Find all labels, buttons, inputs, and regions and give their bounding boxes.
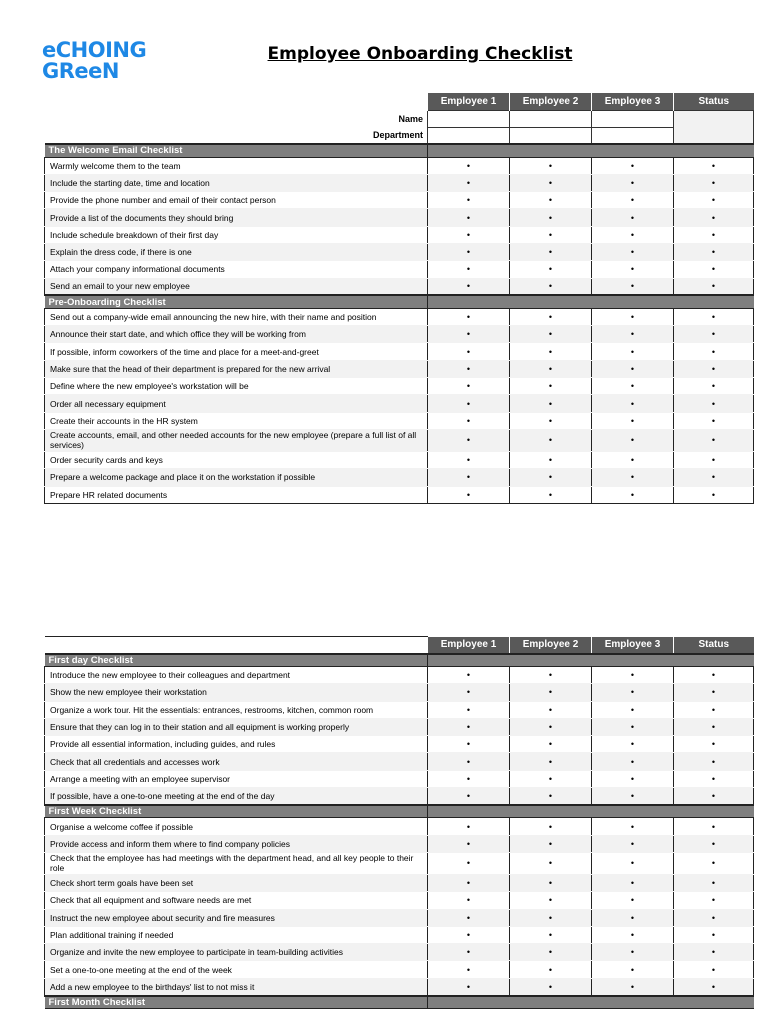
status-mark[interactable]: • [674, 412, 754, 429]
employee-2-mark[interactable]: • [510, 874, 592, 891]
checklist-table-2 [44, 636, 754, 1009]
employee-3-mark[interactable]: • [592, 412, 674, 429]
employee-1-mark[interactable]: • [428, 736, 510, 753]
status-mark[interactable]: • [674, 174, 754, 191]
employee-3-mark[interactable]: • [592, 818, 674, 835]
section-header-pre-onboarding-checklist [45, 295, 754, 308]
employee-3-mark[interactable]: • [592, 770, 674, 787]
checklist-row [45, 192, 754, 209]
employee-3-mark[interactable]: • [592, 226, 674, 243]
checklist-row [45, 978, 754, 995]
employee-1-mark[interactable]: • [428, 961, 510, 978]
checklist-row [45, 261, 754, 278]
employee-2-mark[interactable]: • [510, 395, 592, 412]
status-mark[interactable]: • [674, 261, 754, 278]
checklist-item-text: Provide all essential information, including guides, and rules [45, 736, 428, 753]
status-mark[interactable]: • [674, 192, 754, 209]
status-mark[interactable]: • [674, 157, 754, 174]
employee-2-mark[interactable]: • [510, 378, 592, 395]
status-mark[interactable]: • [674, 978, 754, 995]
section-title: The Welcome Email Checklist [45, 144, 428, 157]
checklist-item-text: Attach your company informational documents [45, 261, 428, 278]
employee-2-mark[interactable]: • [510, 360, 592, 377]
status-mark[interactable]: • [674, 944, 754, 961]
column-header-employee-1: Employee 1 [428, 93, 510, 110]
employee-1-mark[interactable]: • [428, 326, 510, 343]
checklist-item-text: Add a new employee to the birthdays' list to not miss it [45, 978, 428, 995]
checklist-row [45, 835, 754, 852]
checklist-item-text: Define where the new employee's workstation will be [45, 378, 428, 395]
checklist-item-text: Set a one-to-one meeting at the end of the week [45, 961, 428, 978]
column-header-employee-3: Employee 3 [592, 637, 674, 654]
status-mark[interactable]: • [674, 718, 754, 735]
status-mark[interactable]: • [674, 395, 754, 412]
logo-line-2: GReeN [42, 59, 119, 83]
employee-2-mark[interactable]: • [510, 944, 592, 961]
checklist-row [45, 278, 754, 295]
checklist-row [45, 451, 754, 468]
column-header-employee-2: Employee 2 [510, 93, 592, 110]
employee-3-mark[interactable]: • [592, 486, 674, 503]
status-mark[interactable]: • [674, 278, 754, 295]
checklist-row [45, 378, 754, 395]
status-info-cell [674, 110, 754, 144]
name-field-employee-1[interactable] [428, 110, 510, 127]
status-mark[interactable]: • [674, 243, 754, 260]
employee-2-mark[interactable]: • [510, 326, 592, 343]
status-mark[interactable]: • [674, 788, 754, 805]
checklist-item-text: Explain the dress code, if there is one [45, 243, 428, 260]
department-row [45, 127, 754, 144]
checklist-row [45, 909, 754, 926]
department-label: Department [372, 130, 423, 140]
employee-1-mark[interactable]: • [428, 395, 510, 412]
section-header-first-day-checklist [45, 654, 754, 667]
employee-1-mark[interactable]: • [428, 226, 510, 243]
checklist-item-text: Order all necessary equipment [45, 395, 428, 412]
checklist-item-text: Plan additional training if needed [45, 926, 428, 943]
status-mark[interactable]: • [674, 326, 754, 343]
checklist-row [45, 469, 754, 486]
employee-3-mark[interactable]: • [592, 961, 674, 978]
employee-3-mark[interactable]: • [592, 429, 674, 451]
employee-1-mark[interactable]: • [428, 157, 510, 174]
checklist-item-text: Prepare a welcome package and place it on the workstation if possible [45, 469, 428, 486]
employee-2-mark[interactable]: • [510, 308, 592, 325]
employee-2-mark[interactable]: • [510, 978, 592, 995]
employee-2-mark[interactable]: • [510, 192, 592, 209]
checklist-row [45, 308, 754, 325]
checklist-row [45, 701, 754, 718]
employee-1-mark[interactable]: • [428, 874, 510, 891]
status-mark[interactable]: • [674, 835, 754, 852]
department-field-employee-1[interactable] [428, 127, 510, 144]
employee-3-mark[interactable]: • [592, 343, 674, 360]
checklist-row [45, 395, 754, 412]
employee-3-mark[interactable]: • [592, 944, 674, 961]
column-header-row [45, 637, 754, 654]
employee-3-mark[interactable]: • [592, 852, 674, 874]
employee-2-mark[interactable]: • [510, 261, 592, 278]
document-title: Employee Onboarding Checklist [267, 44, 573, 64]
column-header-status: Status [674, 637, 754, 654]
employee-1-mark[interactable]: • [428, 209, 510, 226]
employee-3-mark[interactable]: • [592, 308, 674, 325]
employee-1-mark[interactable]: • [428, 360, 510, 377]
employee-3-mark[interactable]: • [592, 835, 674, 852]
employee-3-mark[interactable]: • [592, 326, 674, 343]
employee-1-mark[interactable]: • [428, 412, 510, 429]
name-label: Name [398, 113, 423, 124]
checklist-item-text: Organise a welcome coffee if possible [45, 818, 428, 835]
checklist-item-text: Provide a list of the documents they should bring [45, 209, 428, 226]
status-mark[interactable]: • [674, 308, 754, 325]
section-title: First Month Checklist [45, 996, 428, 1009]
employee-1-mark[interactable]: • [428, 486, 510, 503]
checklist-item-text: Send an email to your new employee [45, 278, 428, 295]
checklist-row [45, 770, 754, 787]
name-field-employee-3[interactable] [592, 110, 674, 127]
status-mark[interactable]: • [674, 736, 754, 753]
checklist-row [45, 961, 754, 978]
employee-1-mark[interactable]: • [428, 174, 510, 191]
employee-1-mark[interactable]: • [428, 308, 510, 325]
employee-2-mark[interactable]: • [510, 835, 592, 852]
name-row [45, 110, 754, 127]
checklist-item-text: Create accounts, email, and other needed accounts for the new employee (prepare a full list of all services) [45, 429, 428, 451]
employee-2-mark[interactable]: • [510, 157, 592, 174]
employee-1-mark[interactable]: • [428, 770, 510, 787]
checklist-item-text: Include schedule breakdown of their first day [45, 226, 428, 243]
employee-3-mark[interactable]: • [592, 978, 674, 995]
status-mark[interactable]: • [674, 429, 754, 451]
section-title: First Week Checklist [45, 805, 428, 818]
status-mark[interactable]: • [674, 852, 754, 874]
checklist-item-text: Arrange a meeting with an employee supervisor [45, 770, 428, 787]
checklist-item-text: Check short term goals have been set [45, 874, 428, 891]
employee-1-mark[interactable]: • [428, 892, 510, 909]
checklist-item-text: Make sure that the head of their department is prepared for the new arrival [45, 360, 428, 377]
employee-1-mark[interactable]: • [428, 469, 510, 486]
employee-2-mark[interactable]: • [510, 788, 592, 805]
checklist-row [45, 326, 754, 343]
employee-2-mark[interactable]: • [510, 469, 592, 486]
checklist-table-1 [44, 93, 754, 504]
employee-2-mark[interactable]: • [510, 667, 592, 684]
checklist-row [45, 209, 754, 226]
employee-1-mark[interactable]: • [428, 261, 510, 278]
employee-2-mark[interactable]: • [510, 343, 592, 360]
section-title: First day Checklist [45, 654, 428, 667]
status-mark[interactable]: • [674, 667, 754, 684]
employee-2-mark[interactable]: • [510, 412, 592, 429]
employee-3-mark[interactable]: • [592, 909, 674, 926]
employee-1-mark[interactable]: • [428, 667, 510, 684]
checklist-item-text: Announce their start date, and which office they will be working from [45, 326, 428, 343]
employee-3-mark[interactable]: • [592, 892, 674, 909]
employee-2-mark[interactable]: • [510, 718, 592, 735]
column-header-status: Status [674, 93, 754, 110]
employee-1-mark[interactable]: • [428, 818, 510, 835]
employee-3-mark[interactable]: • [592, 718, 674, 735]
checklist-row [45, 684, 754, 701]
status-mark[interactable]: • [674, 451, 754, 468]
employee-2-mark[interactable]: • [510, 909, 592, 926]
status-mark[interactable]: • [674, 343, 754, 360]
checklist-row [45, 243, 754, 260]
checklist-item-text: Show the new employee their workstation [45, 684, 428, 701]
checklist-item-text: Provide access and inform them where to find company policies [45, 835, 428, 852]
checklist-row [45, 788, 754, 805]
employee-1-mark[interactable]: • [428, 852, 510, 874]
status-mark[interactable]: • [674, 209, 754, 226]
employee-3-mark[interactable]: • [592, 378, 674, 395]
employee-1-mark[interactable]: • [428, 978, 510, 995]
checklist-item-text: Check that all equipment and software needs are met [45, 892, 428, 909]
employee-2-mark[interactable]: • [510, 852, 592, 874]
checklist-item-text: Organize a work tour. Hit the essentials: entrances, restrooms, kitchen, common room [45, 701, 428, 718]
employee-3-mark[interactable]: • [592, 174, 674, 191]
checklist-row [45, 736, 754, 753]
employee-2-mark[interactable]: • [510, 209, 592, 226]
status-mark[interactable]: • [674, 486, 754, 503]
section-header-first-month-checklist [45, 996, 754, 1009]
employee-2-mark[interactable]: • [510, 486, 592, 503]
checklist-row [45, 412, 754, 429]
status-mark[interactable]: • [674, 961, 754, 978]
status-mark[interactable]: • [674, 378, 754, 395]
checklist-row [45, 753, 754, 770]
status-mark[interactable]: • [674, 892, 754, 909]
employee-3-mark[interactable]: • [592, 684, 674, 701]
employee-1-mark[interactable]: • [428, 429, 510, 451]
employee-3-mark[interactable]: • [592, 736, 674, 753]
employee-3-mark[interactable]: • [592, 209, 674, 226]
status-mark[interactable]: • [674, 469, 754, 486]
employee-2-mark[interactable]: • [510, 429, 592, 451]
checklist-row [45, 226, 754, 243]
employee-1-mark[interactable]: • [428, 753, 510, 770]
checklist-row [45, 360, 754, 377]
checklist-item-text: Ensure that they can log in to their station and all equipment is working properly [45, 718, 428, 735]
employee-2-mark[interactable]: • [510, 892, 592, 909]
status-mark[interactable]: • [674, 926, 754, 943]
employee-3-mark[interactable]: • [592, 243, 674, 260]
checklist-row [45, 944, 754, 961]
employee-3-mark[interactable]: • [592, 360, 674, 377]
employee-3-mark[interactable]: • [592, 451, 674, 468]
employee-1-mark[interactable]: • [428, 343, 510, 360]
section-header-first-week-checklist [45, 805, 754, 818]
employee-1-mark[interactable]: • [428, 192, 510, 209]
status-mark[interactable]: • [674, 770, 754, 787]
employee-1-mark[interactable]: • [428, 909, 510, 926]
status-mark[interactable]: • [674, 226, 754, 243]
employee-2-mark[interactable]: • [510, 701, 592, 718]
employee-1-mark[interactable]: • [428, 926, 510, 943]
employee-3-mark[interactable]: • [592, 753, 674, 770]
checklist-item-text: Send out a company-wide email announcing the new hire, with their name and position [45, 308, 428, 325]
employee-1-mark[interactable]: • [428, 243, 510, 260]
employee-1-mark[interactable]: • [428, 718, 510, 735]
checklist-item-text: Introduce the new employee to their colleagues and department [45, 667, 428, 684]
employee-1-mark[interactable]: • [428, 684, 510, 701]
checklist-item-text: Warmly welcome them to the team [45, 157, 428, 174]
checklist-row [45, 852, 754, 874]
status-mark[interactable]: • [674, 909, 754, 926]
column-header-employee-1: Employee 1 [428, 637, 510, 654]
checklist-item-text: Check that the employee has had meetings with the department head, and all key people to their role [45, 852, 428, 874]
employee-3-mark[interactable]: • [592, 261, 674, 278]
checklist-item-text: Create their accounts in the HR system [45, 412, 428, 429]
employee-1-mark[interactable]: • [428, 944, 510, 961]
employee-3-mark[interactable]: • [592, 874, 674, 891]
employee-1-mark[interactable]: • [428, 701, 510, 718]
checklist-row [45, 718, 754, 735]
department-field-employee-2[interactable] [510, 127, 592, 144]
employee-2-mark[interactable]: • [510, 753, 592, 770]
employee-2-mark[interactable]: • [510, 961, 592, 978]
checklist-row [45, 486, 754, 503]
employee-3-mark[interactable]: • [592, 469, 674, 486]
employee-3-mark[interactable]: • [592, 788, 674, 805]
employee-3-mark[interactable]: • [592, 278, 674, 295]
checklist-row [45, 667, 754, 684]
checklist-row [45, 174, 754, 191]
checklist-item-text: Check that all credentials and accesses work [45, 753, 428, 770]
logo-line-1: eCHOING [42, 38, 147, 62]
employee-2-mark[interactable]: • [510, 243, 592, 260]
checklist-row [45, 926, 754, 943]
checklist-item-text: Instruct the new employee about security and fire measures [45, 909, 428, 926]
checklist-row [45, 343, 754, 360]
name-field-employee-2[interactable] [510, 110, 592, 127]
employee-1-mark[interactable]: • [428, 835, 510, 852]
employee-3-mark[interactable]: • [592, 192, 674, 209]
checklist-row [45, 429, 754, 451]
employee-2-mark[interactable]: • [510, 451, 592, 468]
checklist-row [45, 892, 754, 909]
employee-1-mark[interactable]: • [428, 278, 510, 295]
employee-1-mark[interactable]: • [428, 788, 510, 805]
checklist-item-text: If possible, have a one-to-one meeting at the end of the day [45, 788, 428, 805]
checklist-item-text: Order security cards and keys [45, 451, 428, 468]
checklist-item-text: Include the starting date, time and location [45, 174, 428, 191]
checklist-row [45, 818, 754, 835]
employee-3-mark[interactable]: • [592, 395, 674, 412]
status-mark[interactable]: • [674, 684, 754, 701]
employee-2-mark[interactable]: • [510, 684, 592, 701]
column-header-row [45, 93, 754, 110]
employee-1-mark[interactable]: • [428, 451, 510, 468]
status-mark[interactable]: • [674, 360, 754, 377]
checklist-item-text: Prepare HR related documents [45, 486, 428, 503]
employee-2-mark[interactable]: • [510, 174, 592, 191]
employee-2-mark[interactable]: • [510, 226, 592, 243]
status-mark[interactable]: • [674, 753, 754, 770]
status-mark[interactable]: • [674, 701, 754, 718]
status-mark[interactable]: • [674, 874, 754, 891]
employee-3-mark[interactable]: • [592, 157, 674, 174]
checklist-item-text: If possible, inform coworkers of the time and place for a meet-and-greet [45, 343, 428, 360]
employee-2-mark[interactable]: • [510, 818, 592, 835]
employee-3-mark[interactable]: • [592, 926, 674, 943]
checklist-row [45, 874, 754, 891]
section-header-the-welcome-email-checklist [45, 144, 754, 157]
employee-3-mark[interactable]: • [592, 701, 674, 718]
employee-2-mark[interactable]: • [510, 736, 592, 753]
column-header-employee-2: Employee 2 [510, 637, 592, 654]
checklist-item-text: Organize and invite the new employee to participate in team-building activities [45, 944, 428, 961]
employee-2-mark[interactable]: • [510, 278, 592, 295]
section-title: Pre-Onboarding Checklist [45, 295, 428, 308]
column-header-employee-3: Employee 3 [592, 93, 674, 110]
employee-2-mark[interactable]: • [510, 770, 592, 787]
employee-1-mark[interactable]: • [428, 378, 510, 395]
department-field-employee-3[interactable] [592, 127, 674, 144]
employee-2-mark[interactable]: • [510, 926, 592, 943]
employee-3-mark[interactable]: • [592, 667, 674, 684]
checklist-item-text: Provide the phone number and email of their contact person [45, 192, 428, 209]
checklist-row [45, 157, 754, 174]
status-mark[interactable]: • [674, 818, 754, 835]
